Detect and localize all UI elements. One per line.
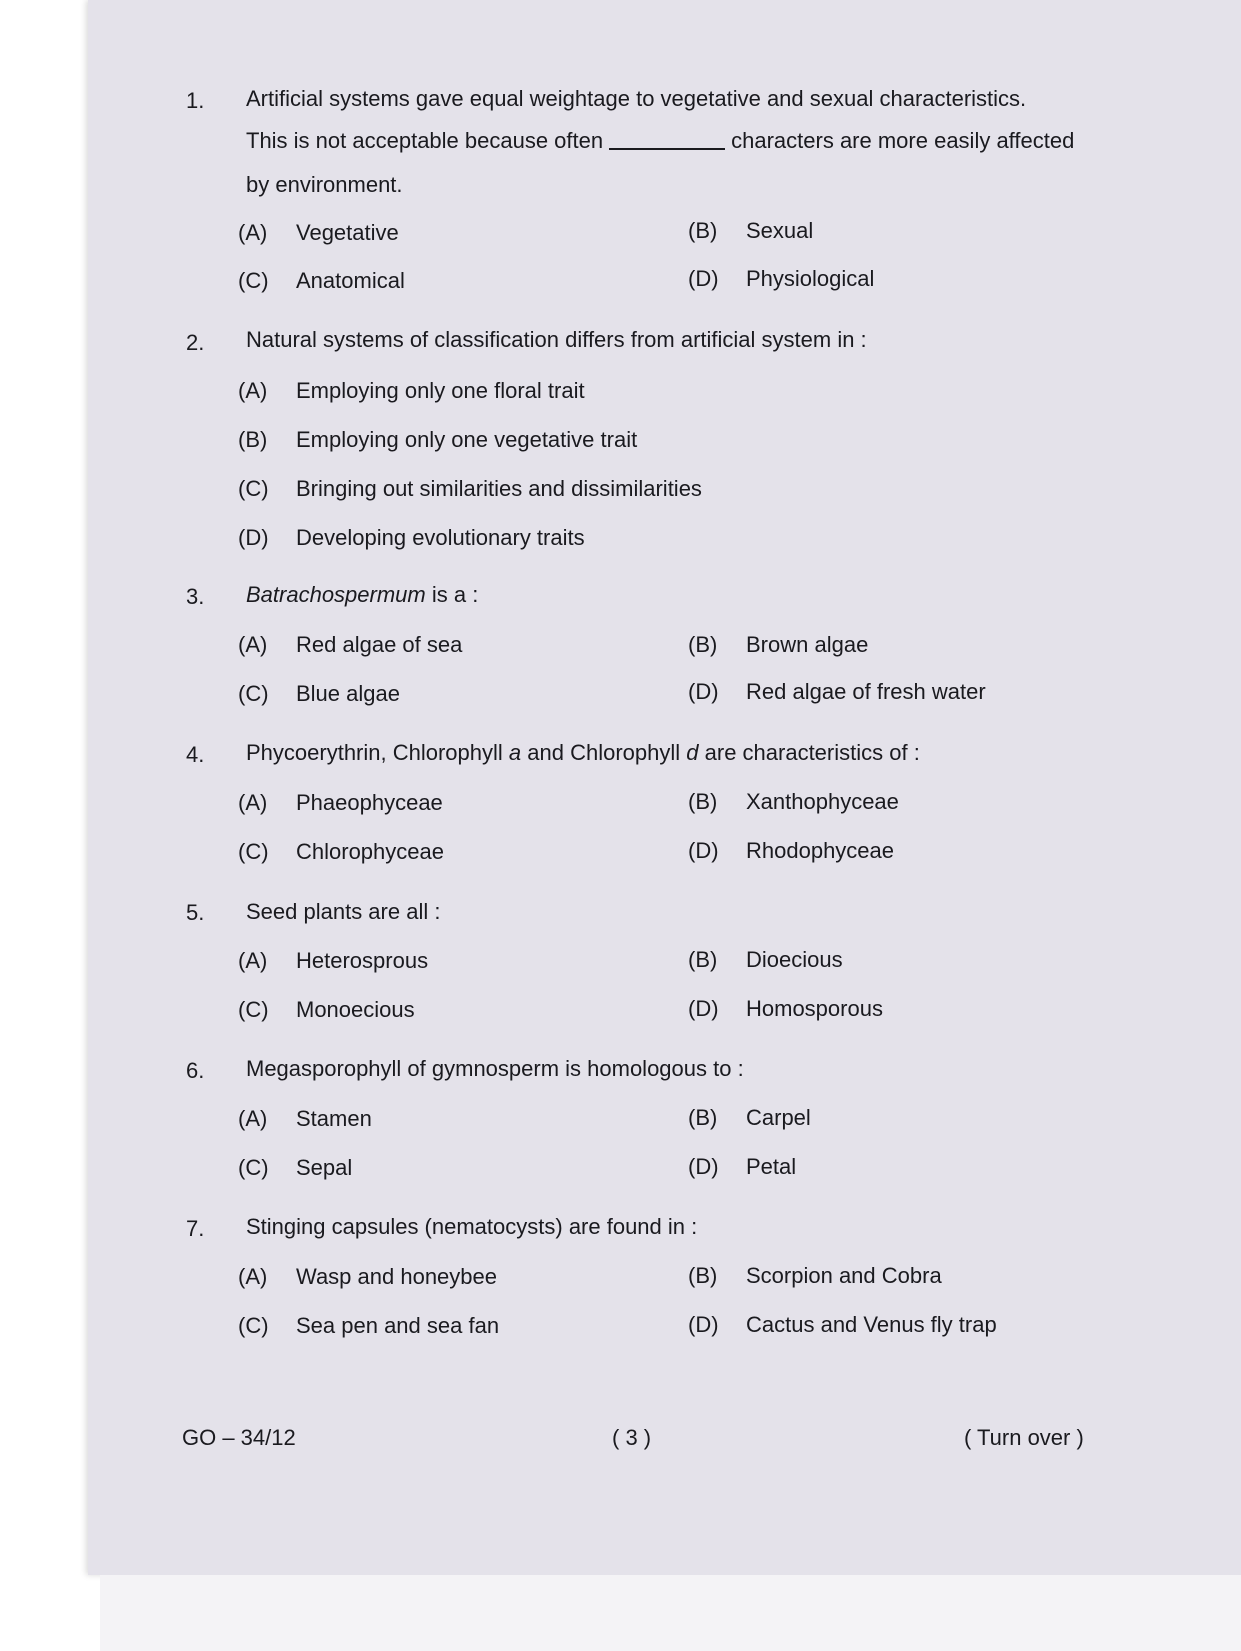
question-text-part: characters are more easily affected [731,128,1075,153]
option-c: (C) Chlorophyceae [238,839,444,864]
option-d: (D) Cactus and Venus fly trap [688,1312,997,1337]
question-text: Stinging capsules (nematocysts) are found in : [246,1214,698,1239]
option-c: (C) Sea pen and sea fan [238,1313,500,1338]
option-b: (B) Xanthophyceae [688,789,899,814]
question-text: Natural systems of classification differs from artificial system in : [246,327,867,352]
question-number: 2. [186,330,205,355]
question-text-line-1: Artificial systems gave equal weightage to vegetative and sexual characteristics. [246,86,1027,111]
option-d: (D) Homosporous [688,996,883,1021]
question-text: Megasporophyll of gymnosperm is homologous to : [246,1056,744,1081]
option-d: (D) Physiological [688,266,875,291]
question-number: 6. [186,1058,205,1083]
option-a: (A) Red algae of sea [238,632,463,657]
option-b: (B) Sexual [688,218,814,243]
turn-over-note: ( Turn over ) [964,1425,1084,1450]
option-a: (A) Phaeophyceae [238,790,443,815]
booklet-code: GO – 34/12 [182,1425,296,1450]
question-text-part: This is not acceptable because often [246,128,604,153]
option-c: (C) Sepal [238,1155,353,1180]
question-text-line-2 [246,128,1074,154]
question-number: 3. [186,584,205,609]
option-c: (C) Anatomical [238,268,405,293]
option-b: (B) Carpel [688,1105,811,1130]
option-b: (B) Scorpion and Cobra [688,1263,942,1288]
option-c: (C) Bringing out similarities and dissimilarities [238,476,702,501]
option-c: (C) Monoecious [238,997,415,1022]
option-b: (B) Brown algae [688,632,869,657]
option-a: (A) Stamen [238,1106,372,1131]
page-number: ( 3 ) [612,1425,652,1450]
option-d: (D) Rhodophyceae [688,838,895,863]
species-name: Batrachospermum [246,582,426,607]
option-b: (B) Employing only one vegetative trait [238,427,638,452]
question-number: 1. [186,88,205,113]
question-text: Seed plants are all : [246,899,441,924]
option-d: (D) Red algae of fresh water [688,679,986,704]
question-number: 7. [186,1216,205,1241]
option-a: (A) Vegetative [238,220,399,245]
question-text: Batrachospermum is a : [246,582,479,607]
option-d: (D) Developing evolutionary traits [238,525,585,550]
option-c: (C) Blue algae [238,681,400,706]
option-a: (A) Employing only one floral trait [238,378,585,403]
option-d: (D) Petal [688,1154,797,1179]
question-number: 5. [186,900,205,925]
fill-in-blank [609,148,725,150]
option-b: (B) Dioecious [688,947,843,972]
question-text: Phycoerythrin, Chlorophyll a and Chlorophyll d are characteristics of : [246,740,920,765]
scan-background [100,1575,1241,1651]
question-text-line-3: by environment. [246,172,403,197]
option-a: (A) Heterosprous [238,948,429,973]
question-number: 4. [186,742,205,767]
option-a: (A) Wasp and honeybee [238,1264,497,1289]
